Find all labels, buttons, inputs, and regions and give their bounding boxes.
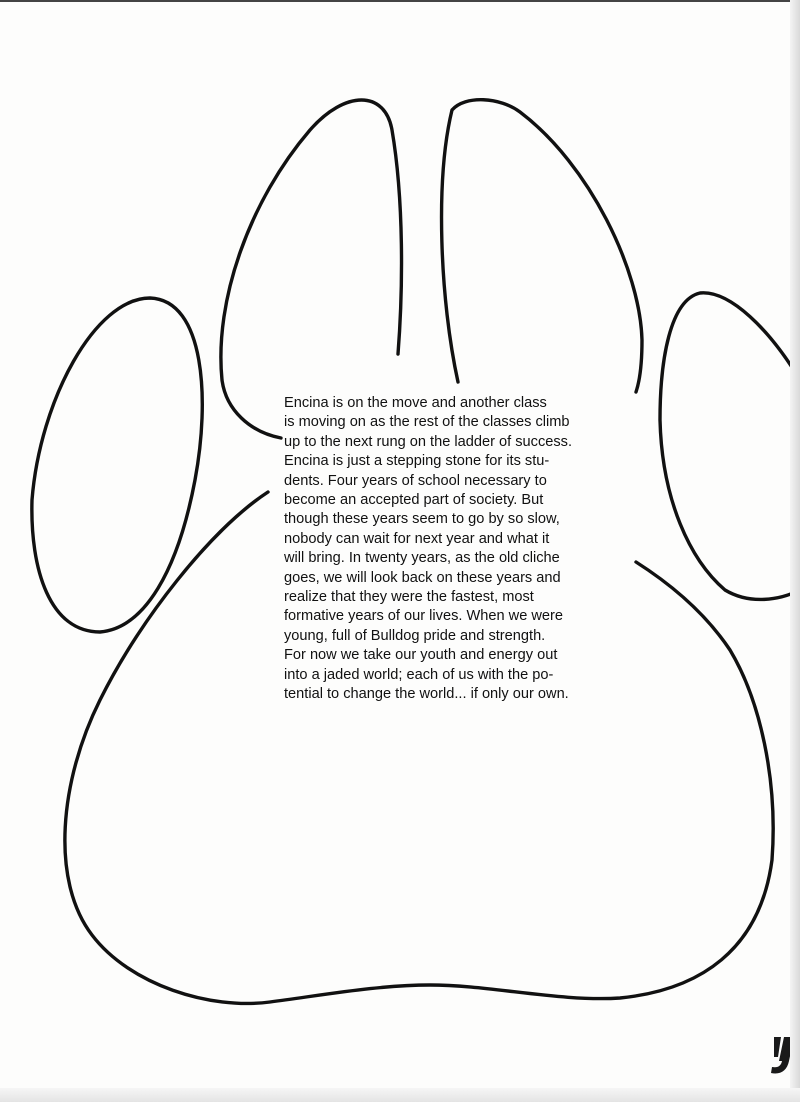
paw-inner-left-toe [221,100,402,438]
article-body-text: Encina is on the move and another class is moving on as the rest of the classes climb up to the next rung on the ladder of success. Encina is just a stepping stone for its stu- dents. Four years of school necessary to become an accepted part of society. But though these years seem to go by so slow, nobody can wait for next year and what it will bring. In twenty years, as the old cliche goes, we will look back on these years and realize that they were the fastest, most formative years of our lives. When we were young, full of Bulldog pride and strength. For now we take our youth and energy out into a jaded world; each of us with the po- tential to change the world... if only our own. [284,395,573,703]
page-right-edge-shadow [790,0,800,1102]
page-bottom-edge-shadow [0,1088,800,1102]
paw-right-toe [660,293,800,600]
paw-inner-right-toe [442,100,642,392]
